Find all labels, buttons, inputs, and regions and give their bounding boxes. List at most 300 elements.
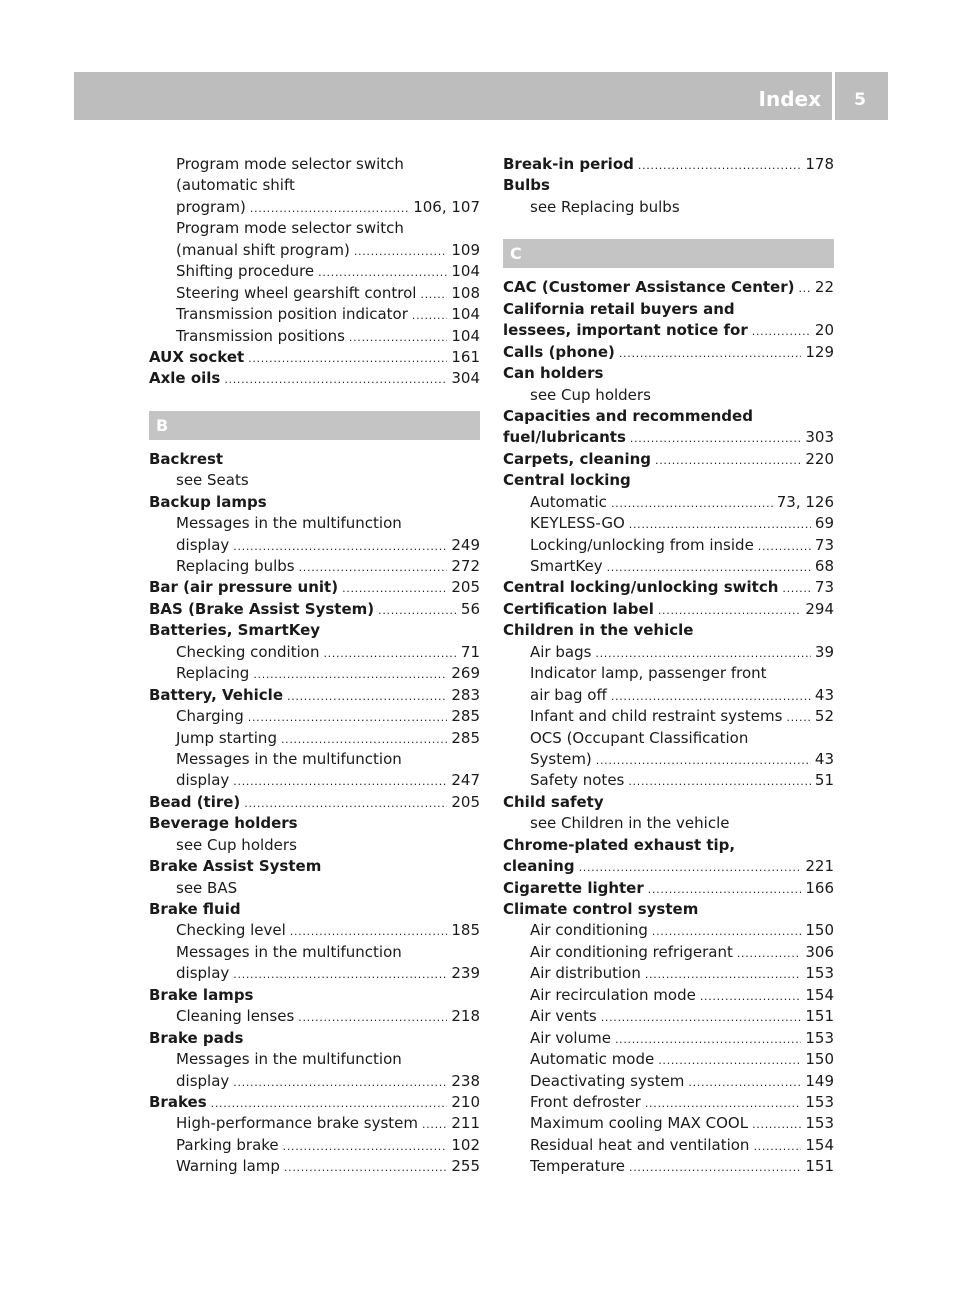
index-subentry <box>503 385 834 406</box>
dot-leader <box>349 326 447 348</box>
dot-leader <box>378 599 457 621</box>
entry-term: Bar (air pressure unit) <box>149 578 339 597</box>
index-entry <box>149 1092 480 1113</box>
entry-term: Beverage holders <box>149 814 298 833</box>
dot-leader <box>611 492 773 514</box>
entry-term: cleaning <box>503 857 575 876</box>
index-entry <box>503 470 834 491</box>
index-entry <box>149 899 480 920</box>
entry-term: CAC (Customer Assistance Center) <box>503 278 795 297</box>
index-entry <box>149 599 480 620</box>
entry-term: see Children in the vehicle <box>530 814 730 833</box>
dot-leader <box>250 197 409 219</box>
entry-page-ref: 109 <box>451 240 480 259</box>
entry-term: Brake lamps <box>149 985 254 1004</box>
index-entry <box>149 577 480 598</box>
entry-term: (automatic shift <box>176 176 295 195</box>
index-subentry <box>503 535 834 556</box>
dot-leader <box>233 963 447 985</box>
index-subentry <box>503 1071 834 1092</box>
index-subentry <box>149 706 480 727</box>
entry-term: Checking level <box>176 921 286 940</box>
dot-leader <box>615 1028 801 1050</box>
entry-term: Battery, Vehicle <box>149 685 283 704</box>
entry-term: Automatic <box>530 492 607 511</box>
entry-page-ref: 149 <box>805 1071 834 1090</box>
section-spacer <box>503 218 834 239</box>
dot-leader <box>619 342 802 364</box>
dot-leader <box>323 642 456 664</box>
entry-term: Climate control system <box>503 900 699 918</box>
index-subentry <box>149 1006 480 1027</box>
dot-leader <box>596 749 811 771</box>
dot-leader <box>658 599 802 621</box>
entry-term: Shifting procedure <box>176 262 315 281</box>
index-subentry <box>149 326 480 347</box>
index-subentry <box>503 728 834 749</box>
index-entry <box>503 342 834 363</box>
dot-leader <box>652 920 801 942</box>
entry-page-ref: 269 <box>451 664 480 683</box>
dot-leader <box>645 963 802 985</box>
entry-page-ref: 153 <box>805 1114 834 1133</box>
index-entry <box>149 985 480 1006</box>
dot-leader <box>287 685 447 707</box>
index-subentry <box>503 197 834 218</box>
index-entry <box>503 154 834 175</box>
index-entry <box>149 368 480 389</box>
index-subentry <box>503 1049 834 1070</box>
dot-leader <box>420 283 447 305</box>
entry-term: Transmission positions <box>176 326 345 345</box>
entry-page-ref: 43 <box>814 685 834 704</box>
entry-term: display <box>176 771 230 790</box>
entry-term: California retail buyers and <box>503 299 735 318</box>
entry-page-ref: 154 <box>805 985 834 1004</box>
entry-term: Child safety <box>503 792 604 811</box>
dot-leader <box>244 792 447 814</box>
dot-leader <box>281 728 447 750</box>
dot-leader <box>595 642 810 664</box>
index-subentry <box>503 492 834 513</box>
entry-page-ref: 185 <box>451 921 480 940</box>
entry-page-ref: 22 <box>814 278 834 297</box>
index-subentry <box>503 685 834 706</box>
index-subentry <box>503 663 834 684</box>
index-entry <box>503 856 834 877</box>
dot-leader <box>638 154 801 176</box>
index-subentry <box>149 1135 480 1156</box>
entry-term: Temperature <box>530 1157 626 1176</box>
dot-leader <box>233 770 447 792</box>
entry-page-ref: 221 <box>805 857 834 876</box>
entry-term: Front defroster <box>530 1092 641 1111</box>
index-subentry <box>503 642 834 663</box>
index-entry <box>503 792 834 813</box>
index-entry <box>503 299 834 320</box>
section-spacer <box>149 390 480 411</box>
entry-term: Deactivating system <box>530 1071 685 1090</box>
index-subentry <box>149 261 480 282</box>
entry-term: Bead (tire) <box>149 792 241 811</box>
index-subentry <box>149 1071 480 1092</box>
index-subentry <box>149 1113 480 1134</box>
index-subentry <box>149 197 480 218</box>
entry-term: Indicator lamp, passenger front <box>530 664 767 683</box>
entry-term: Air vents <box>530 1007 597 1026</box>
entry-term: Infant and child restraint systems <box>530 707 783 726</box>
dot-leader <box>630 427 801 449</box>
index-entry <box>503 599 834 620</box>
dot-leader <box>299 556 448 578</box>
entry-term: Brake pads <box>149 1028 244 1047</box>
entry-term: KEYLESS-GO <box>530 514 625 533</box>
entry-page-ref: 205 <box>451 792 480 811</box>
entry-term: Parking brake <box>176 1135 279 1154</box>
entry-page-ref: 73 <box>814 578 834 597</box>
dot-leader <box>786 706 810 728</box>
index-subentry <box>149 470 480 491</box>
index-subentry <box>149 642 480 663</box>
dot-leader <box>782 577 811 599</box>
entry-page-ref: 68 <box>814 557 834 575</box>
index-entry <box>503 277 834 298</box>
index-subentry <box>503 920 834 941</box>
index-entry <box>503 899 834 920</box>
index-subentry <box>149 749 480 770</box>
entry-term: Automatic mode <box>530 1050 655 1069</box>
dot-leader <box>737 942 802 964</box>
entry-page-ref: 294 <box>805 599 834 618</box>
entry-page-ref: 104 <box>451 305 480 324</box>
entry-term: OCS (Occupant Classification <box>530 728 749 747</box>
index-subentry <box>149 513 480 534</box>
dot-leader <box>248 706 448 728</box>
index-subentry <box>149 1049 480 1070</box>
index-subentry <box>503 1135 834 1156</box>
entry-term: Air recirculation mode <box>530 985 696 1004</box>
entry-term: Replacing <box>176 664 250 683</box>
entry-page-ref: 306 <box>805 942 834 961</box>
entry-term: Replacing bulbs <box>176 557 295 575</box>
dot-leader <box>645 1092 802 1114</box>
entry-page-ref: 102 <box>451 1135 480 1154</box>
index-subentry <box>149 175 480 196</box>
entry-term: Air bags <box>530 642 592 661</box>
entry-page-ref: 161 <box>451 347 480 366</box>
entry-term: see BAS <box>176 878 238 897</box>
entry-term: Children in the vehicle <box>503 621 694 640</box>
index-entry <box>503 577 834 598</box>
index-subentry <box>503 813 834 834</box>
index-subentry <box>149 556 480 577</box>
entry-page-ref: 285 <box>451 728 480 747</box>
dot-leader <box>211 1092 448 1114</box>
index-subentry <box>149 963 480 984</box>
index-subentry <box>149 770 480 791</box>
dot-leader <box>283 1135 448 1157</box>
entry-term: display <box>176 535 230 554</box>
entry-page-ref: 304 <box>451 369 480 388</box>
entry-term: (manual shift program) <box>176 240 350 259</box>
index-subentry <box>503 963 834 984</box>
entry-term: Checking condition <box>176 642 320 661</box>
index-entry <box>149 685 480 706</box>
index-subentry <box>149 218 480 239</box>
dot-leader <box>798 277 810 299</box>
entry-page-ref: 238 <box>451 1071 480 1090</box>
dot-leader <box>753 1135 801 1157</box>
entry-page-ref: 52 <box>814 707 834 726</box>
entry-term: Air conditioning <box>530 921 648 940</box>
index-entry <box>503 406 834 427</box>
entry-term: Carpets, cleaning <box>503 449 652 468</box>
entry-page-ref: 247 <box>451 771 480 790</box>
index-entry <box>503 449 834 470</box>
entry-term: Calls (phone) <box>503 342 615 361</box>
entry-term: Maximum cooling MAX COOL <box>530 1114 749 1133</box>
dot-leader <box>688 1071 801 1093</box>
entry-term: Cleaning lenses <box>176 1007 295 1026</box>
entry-term: Steering wheel gearshift control <box>176 283 417 302</box>
index-subentry <box>503 942 834 963</box>
index-entry <box>503 320 834 341</box>
entry-term: Program mode selector switch <box>176 155 404 173</box>
entry-term: Brakes <box>149 1092 207 1111</box>
entry-page-ref: 153 <box>805 1092 834 1111</box>
dot-leader <box>655 449 801 471</box>
entry-page-ref: 151 <box>805 1007 834 1026</box>
entry-page-ref: 73 <box>814 535 834 554</box>
entry-page-ref: 106, 107 <box>413 197 480 216</box>
entry-page-ref: 43 <box>814 749 834 768</box>
index-entry <box>503 878 834 899</box>
dot-leader <box>601 1006 802 1028</box>
entry-page-ref: 218 <box>451 1007 480 1026</box>
index-entry <box>503 427 834 448</box>
index-subentry <box>149 878 480 899</box>
dot-leader <box>752 320 811 342</box>
entry-page-ref: 69 <box>814 514 834 533</box>
dot-leader <box>629 1156 801 1178</box>
dot-leader <box>700 985 802 1007</box>
index-subentry <box>149 283 480 304</box>
dot-leader <box>628 770 811 792</box>
entry-page-ref: 283 <box>451 685 480 704</box>
entry-term: see Cup holders <box>530 385 651 404</box>
index-subentry <box>149 535 480 556</box>
entry-term: Brake fluid <box>149 900 241 918</box>
entry-page-ref: 153 <box>805 964 834 983</box>
index-subentry <box>503 556 834 577</box>
entry-term: Batteries, SmartKey <box>149 621 321 640</box>
entry-page-ref: 39 <box>814 642 834 661</box>
entry-page-ref: 178 <box>805 155 834 173</box>
entry-term: Messages in the multifunction <box>176 749 402 768</box>
entry-page-ref: 205 <box>451 578 480 597</box>
dot-leader <box>611 685 811 707</box>
entry-term: Messages in the multifunction <box>176 1050 402 1069</box>
dot-leader <box>342 577 447 599</box>
index-subentry <box>503 985 834 1006</box>
index-subentry <box>503 749 834 770</box>
entry-page-ref: 71 <box>460 642 480 661</box>
index-subentry <box>149 835 480 856</box>
entry-term: Certification label <box>503 599 654 618</box>
page-title: Index <box>758 87 821 111</box>
index-entry <box>503 175 834 196</box>
entry-term: lessees, important notice for <box>503 321 748 340</box>
entry-page-ref: 285 <box>451 707 480 726</box>
entry-term: display <box>176 1071 230 1090</box>
dot-leader <box>422 1113 447 1135</box>
entry-page-ref: 220 <box>805 449 834 468</box>
entry-term: program) <box>176 197 246 216</box>
index-entry <box>149 1028 480 1049</box>
index-subentry <box>149 240 480 261</box>
entry-page-ref: 104 <box>451 262 480 281</box>
dot-leader <box>318 261 447 283</box>
index-entry <box>149 856 480 877</box>
entry-term: Warning lamp <box>176 1157 280 1176</box>
dot-leader <box>412 304 447 326</box>
index-entry <box>149 347 480 368</box>
entry-term: Program mode selector switch <box>176 219 404 238</box>
entry-term: Cigarette lighter <box>503 878 644 897</box>
entry-term: air bag off <box>530 685 607 704</box>
entry-page-ref: 150 <box>805 921 834 940</box>
entry-term: Messages in the multifunction <box>176 514 402 533</box>
index-subentry <box>503 1028 834 1049</box>
index-entry <box>503 620 834 641</box>
index-subentry <box>149 942 480 963</box>
dot-leader <box>629 513 811 535</box>
entry-term: Capacities and recommended <box>503 406 753 425</box>
index-entry <box>149 492 480 513</box>
dot-leader <box>752 1113 801 1135</box>
entry-term: Charging <box>176 707 244 726</box>
entry-term: Residual heat and ventilation <box>530 1135 750 1154</box>
index-subentry <box>149 154 480 175</box>
entry-page-ref: 104 <box>451 326 480 345</box>
entry-page-ref: 73, 126 <box>776 492 834 511</box>
entry-term: Axle oils <box>149 369 221 388</box>
entry-term: Bulbs <box>503 176 550 195</box>
entry-page-ref: 150 <box>805 1050 834 1069</box>
dot-leader <box>224 368 447 390</box>
index-subentry <box>503 1113 834 1134</box>
dot-leader <box>298 1006 447 1028</box>
entry-page-ref: 51 <box>814 771 834 790</box>
entry-term: BAS (Brake Assist System) <box>149 599 375 618</box>
entry-term: Safety notes <box>530 771 625 790</box>
entry-term: see Seats <box>176 471 249 490</box>
entry-term: AUX socket <box>149 347 245 366</box>
index-subentry <box>503 770 834 791</box>
index-subentry <box>503 1092 834 1113</box>
index-entry <box>149 813 480 834</box>
index-entry <box>149 792 480 813</box>
entry-page-ref: 255 <box>451 1157 480 1176</box>
index-subentry <box>149 1156 480 1177</box>
entry-page-ref: 129 <box>805 342 834 361</box>
entry-term: Air conditioning refrigerant <box>530 942 733 961</box>
entry-term: SmartKey <box>530 557 603 575</box>
index-subentry <box>149 920 480 941</box>
entry-term: High-performance brake system <box>176 1114 418 1133</box>
entry-page-ref: 108 <box>451 283 480 302</box>
entry-page-ref: 154 <box>805 1135 834 1154</box>
dot-leader <box>758 535 811 557</box>
entry-term: Transmission position indicator <box>176 305 408 324</box>
entry-term: Central locking/unlocking switch <box>503 578 779 597</box>
dot-leader <box>290 920 448 942</box>
dot-leader <box>248 347 447 369</box>
section-letter-heading: B <box>149 411 480 440</box>
dot-leader <box>253 663 447 685</box>
entry-term: see Replacing bulbs <box>530 197 680 216</box>
entry-term: display <box>176 964 230 983</box>
entry-term: System) <box>530 749 592 768</box>
index-entry <box>503 835 834 856</box>
dot-leader <box>233 1071 447 1093</box>
index-subentry <box>503 1156 834 1177</box>
dot-leader <box>354 240 448 262</box>
index-subentry <box>503 513 834 534</box>
page-number: 5 <box>854 90 866 110</box>
dot-leader <box>607 556 811 578</box>
entry-term: Air distribution <box>530 964 641 983</box>
entry-term: Air volume <box>530 1028 611 1047</box>
entry-page-ref: 239 <box>451 964 480 983</box>
index-subentry <box>503 1006 834 1027</box>
dot-leader <box>658 1049 801 1071</box>
entry-page-ref: 166 <box>805 878 834 897</box>
dot-leader <box>284 1156 447 1178</box>
index-entry <box>149 620 480 641</box>
index-column-left <box>149 154 480 1178</box>
index-subentry <box>503 706 834 727</box>
entry-page-ref: 20 <box>814 321 834 340</box>
entry-page-ref: 272 <box>451 557 480 575</box>
entry-term: Jump starting <box>176 728 277 747</box>
entry-page-ref: 210 <box>451 1092 480 1111</box>
index-subentry <box>149 728 480 749</box>
entry-term: see Cup holders <box>176 835 297 854</box>
entry-term: Can holders <box>503 364 604 383</box>
section-letter-heading: C <box>503 239 834 268</box>
entry-term: Central locking <box>503 471 631 490</box>
entry-term: Backrest <box>149 449 224 468</box>
dot-leader <box>579 856 802 878</box>
entry-term: Brake Assist System <box>149 857 322 876</box>
entry-page-ref: 249 <box>451 535 480 554</box>
index-entry <box>503 363 834 384</box>
dot-leader <box>648 878 802 900</box>
entry-term: Break-in period <box>503 155 634 173</box>
entry-page-ref: 153 <box>805 1028 834 1047</box>
index-subentry <box>149 663 480 684</box>
entry-page-ref: 56 <box>460 599 480 618</box>
entry-term: Chrome-plated exhaust tip, <box>503 835 736 854</box>
entry-page-ref: 303 <box>805 428 834 447</box>
entry-page-ref: 151 <box>805 1157 834 1176</box>
header-divider <box>832 72 835 120</box>
index-entry <box>149 449 480 470</box>
entry-term: Messages in the multifunction <box>176 942 402 961</box>
index-column-right <box>503 154 834 1178</box>
index-subentry <box>149 304 480 325</box>
